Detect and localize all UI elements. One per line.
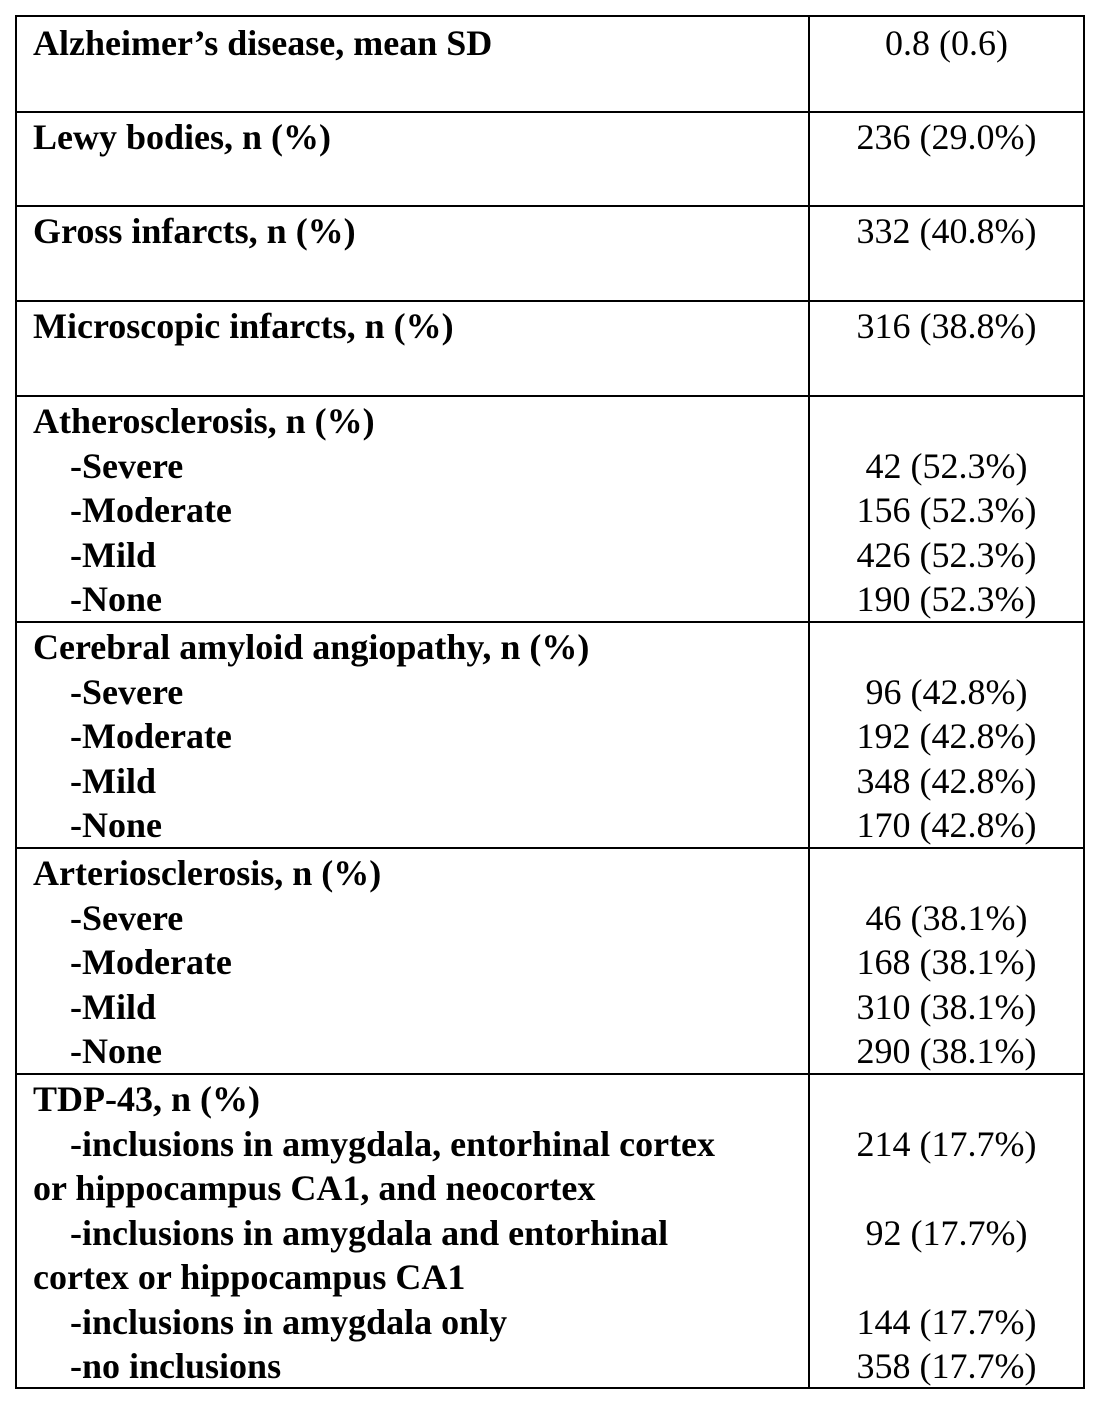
- row-label-gross-infarcts: Gross infarcts, n (%): [33, 211, 356, 251]
- sub-label: -Mild: [70, 987, 156, 1027]
- sub-value: 92 (17.7%): [865, 1213, 1028, 1253]
- row-label-microscopic-infarcts: Microscopic infarcts, n (%): [33, 306, 454, 346]
- sub-label: -Moderate: [70, 490, 232, 530]
- pathology-table: [15, 15, 1085, 1389]
- sub-value: 214 (17.7%): [856, 1124, 1037, 1164]
- sub-value: 192 (42.8%): [856, 716, 1037, 756]
- table-row: [17, 113, 1083, 207]
- row-label-tdp43: TDP-43, n (%): [33, 1079, 260, 1119]
- sub-label: -None: [70, 1031, 162, 1071]
- sub-value: 190 (52.3%): [856, 579, 1037, 619]
- sub-value: 168 (38.1%): [856, 942, 1037, 982]
- table-row: [17, 17, 1083, 113]
- sub-label: -Moderate: [70, 716, 232, 756]
- sub-value: 42 (52.3%): [865, 446, 1028, 486]
- table-row: [17, 207, 1083, 302]
- sub-label: -Mild: [70, 535, 156, 575]
- row-label-lewy-bodies: Lewy bodies, n (%): [33, 117, 332, 157]
- sub-label-continued: cortex or hippocampus CA1: [33, 1257, 466, 1297]
- sub-label: -None: [70, 579, 162, 619]
- table-row: [17, 849, 1083, 1075]
- row-label-alzheimers: Alzheimer’s disease, mean SD: [33, 23, 493, 63]
- table-row: [17, 623, 1083, 849]
- sub-label: -no inclusions: [70, 1346, 282, 1386]
- sub-value: 426 (52.3%): [856, 535, 1037, 575]
- sub-value: 144 (17.7%): [856, 1302, 1037, 1342]
- table-row: [17, 1075, 1083, 1387]
- sub-label: -Moderate: [70, 942, 232, 982]
- sub-label: -Severe: [70, 898, 184, 938]
- table-row: [17, 397, 1083, 623]
- sub-value: 96 (42.8%): [865, 672, 1028, 712]
- sub-label: -inclusions in amygdala, entorhinal cortex: [70, 1124, 716, 1164]
- row-value-gross-infarcts: 332 (40.8%): [856, 211, 1037, 251]
- row-label-cerebral-amyloid-angiopathy: Cerebral amyloid angiopathy, n (%): [33, 627, 590, 667]
- sub-value: 358 (17.7%): [856, 1346, 1037, 1386]
- sub-label: -Severe: [70, 672, 184, 712]
- row-value-lewy-bodies: 236 (29.0%): [856, 117, 1037, 157]
- sub-value: 310 (38.1%): [856, 987, 1037, 1027]
- sub-value: 348 (42.8%): [856, 761, 1037, 801]
- row-value-alzheimers: 0.8 (0.6): [885, 23, 1008, 63]
- sub-value: 170 (42.8%): [856, 805, 1037, 845]
- sub-value: 46 (38.1%): [865, 898, 1028, 938]
- sub-label-continued: or hippocampus CA1, and neocortex: [33, 1168, 596, 1208]
- row-value-microscopic-infarcts: 316 (38.8%): [856, 306, 1037, 346]
- sub-label: -None: [70, 805, 162, 845]
- sub-value: 290 (38.1%): [856, 1031, 1037, 1071]
- sub-label: -inclusions in amygdala and entorhinal: [70, 1213, 669, 1253]
- table-row: [17, 302, 1083, 397]
- row-label-arteriosclerosis: Arteriosclerosis, n (%): [33, 853, 382, 893]
- sub-label: -inclusions in amygdala only: [70, 1302, 508, 1342]
- sub-label: -Severe: [70, 446, 184, 486]
- row-label-atherosclerosis: Atherosclerosis, n (%): [33, 401, 375, 441]
- sub-label: -Mild: [70, 761, 156, 801]
- sub-value: 156 (52.3%): [856, 490, 1037, 530]
